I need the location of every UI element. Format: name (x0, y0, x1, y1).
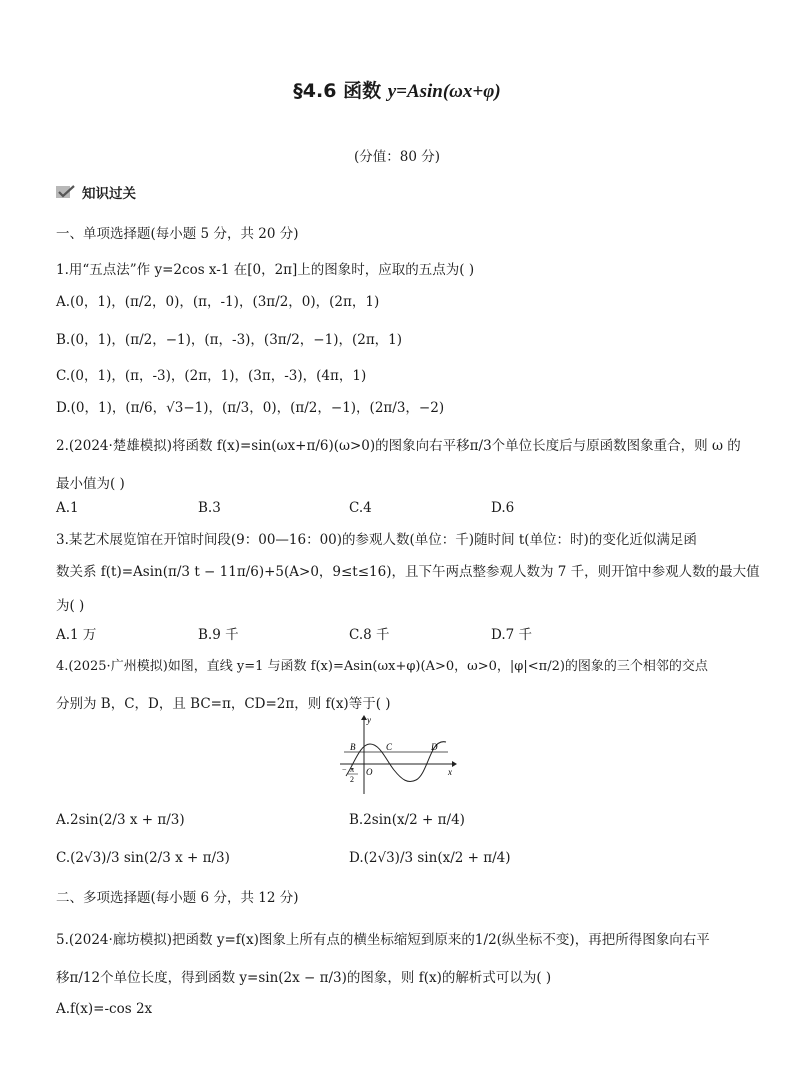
q4-option-d: D.(2√3)/3 sin(x/2 + π/4) (349, 850, 511, 866)
checkmark-icon (56, 185, 76, 199)
point-label-d: D (431, 742, 438, 752)
q3-option-c: C.8 千 (349, 627, 390, 643)
q2-option-b: B.3 (198, 500, 221, 516)
origin-label: O (366, 767, 373, 777)
q4-stem-line1: 4.(2025·广州模拟)如图，直线 y=1 与函数 f(x)=Asin(ωx+φ)(A>0，ω>0，|φ|<π/2)的图象的三个相邻的交点 (56, 659, 708, 674)
axis-label-y: y (367, 715, 371, 725)
q3-option-d: D.7 千 (491, 627, 533, 643)
neg-sign: − (342, 765, 347, 774)
q3-stem-line3: 为( ) (56, 598, 85, 614)
score-line: (分值：80 分) (353, 149, 440, 165)
q1-option-a: A.(0，1)，(π/2，0)，(π，-1)，(3π/2，0)，(2π，1) (56, 294, 380, 310)
pi-label: π (350, 765, 355, 774)
two-label: 2 (350, 775, 354, 784)
title-prefix: §4.6 函数 (293, 80, 388, 102)
title-formula: y=Asin(ωx+φ) (387, 81, 501, 102)
q4-option-b: B.2sin(x/2 + π/4) (349, 812, 465, 828)
sine-graph-figure (336, 714, 458, 800)
q2-option-d: D.6 (491, 500, 515, 516)
part2-heading: 二、多项选择题(每小题 6 分，共 12 分) (56, 890, 299, 906)
q1-option-c: C.(0，1)，(π，-3)，(2π，1)，(3π，-3)，(4π，1) (56, 368, 367, 384)
q1-option-b: B.(0，1)，(π/2，−1)，(π，-3)，(3π/2，−1)，(2π，1) (56, 332, 403, 348)
part1-heading: 一、单项选择题(每小题 5 分，共 20 分) (56, 226, 299, 242)
q5-option-a: A.f(x)=-cos 2x (56, 1001, 153, 1017)
q5-stem-line2: 移π/12个单位长度，得到函数 y=sin(2x − π/3)的图象，则 f(x)的解析式可以为( ) (56, 970, 552, 986)
point-label-c: C (386, 742, 393, 752)
q2-option-c: C.4 (349, 500, 372, 516)
page-title (0, 76, 794, 103)
section-label: 知识过关 (82, 186, 136, 202)
q3-stem-line2: 数关系 f(t)=Asin(π/3 t − 11π/6)+5(A>0，9≤t≤16)，且下午两点整参观人数为 7 千，则开馆中参观人数的最大值 (56, 564, 760, 580)
section-header (56, 182, 136, 202)
q4-stem-line2: 分别为 B，C，D，且 BC=π，CD=2π，则 f(x)等于( ) (56, 696, 391, 712)
axis-label-x: x (448, 767, 452, 777)
q4-option-a: A.2sin(2/3 x + π/3) (56, 812, 185, 828)
q2-stem-line2: 最小值为( ) (56, 476, 125, 492)
q3-option-a: A.1 万 (56, 627, 97, 643)
q2-stem-line1: 2.(2024·楚雄模拟)将函数 f(x)=sin(ωx+π/6)(ω>0)的图象向右平移π/3个单位长度后与原函数图象重合，则 ω 的 (56, 438, 741, 454)
q1-option-d: D.(0，1)，(π/6，√3−1)，(π/3，0)，(π/2，−1)，(2π/3，−2) (56, 400, 445, 416)
q2-option-a: A.1 (56, 500, 79, 516)
q3-option-b: B.9 千 (198, 627, 239, 643)
x-axis-arrow (452, 761, 457, 767)
point-label-b: B (350, 742, 356, 752)
q4-option-c: C.(2√3)/3 sin(2/3 x + π/3) (56, 850, 230, 866)
q5-stem-line1: 5.(2024·廊坊模拟)把函数 y=f(x)图象上所有点的横坐标缩短到原来的1/2(纵坐标不变)，再把所得图象向右平 (56, 932, 710, 948)
q1-stem: 1.用“五点法”作 y=2cos x-1 在[0，2π]上的图象时，应取的五点为( ) (56, 262, 475, 278)
q3-stem-line1: 3.某艺术展览馆在开馆时间段(9：00—16：00)的参观人数(单位：千)随时间 t(单位：时)的变化近似满足函 (56, 532, 697, 548)
